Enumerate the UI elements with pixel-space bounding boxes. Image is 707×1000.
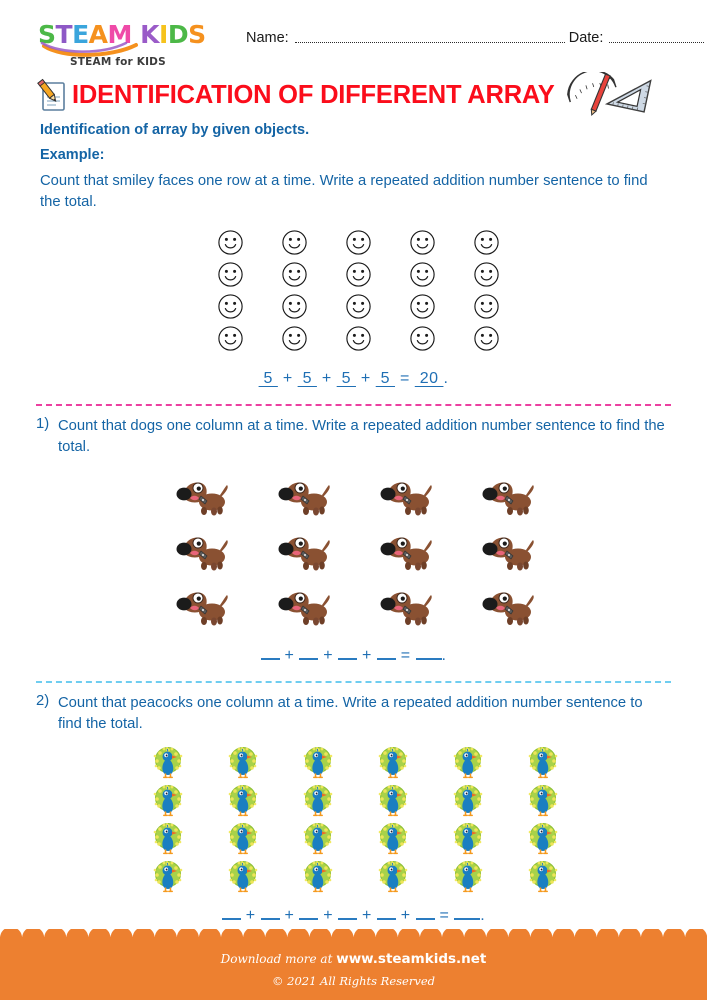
question-1-blank-0[interactable] [261,648,280,660]
logo-letter-m-4: M [107,20,132,49]
smiley-face-array [10,226,707,354]
question-2-result-blank[interactable] [454,908,480,920]
smiley-face-icon [327,322,391,354]
question-2 [0,693,707,735]
example-label: Example: [40,147,105,163]
smiley-face-icon [263,290,327,322]
equals-sign: = [399,370,410,387]
question-2-period: . [480,907,486,924]
question-2-plus-2: + [323,907,334,924]
example-term-3: 5 [375,370,396,387]
ruler-protractor-icon [561,72,657,118]
date-label: Date: [568,30,604,46]
logo-tagline: STEAM for KIDS [70,56,166,68]
peacock-icon [281,857,356,895]
peacock-icon [281,781,356,819]
page-header [0,0,707,70]
question-1 [0,416,707,458]
example-term-2: 5 [336,370,356,387]
peacock-icon [206,819,281,857]
question-1-period: . [441,647,447,664]
peacock-icon [506,819,581,857]
dog-icon [153,578,255,633]
title-row [0,70,707,118]
peacock-icon [506,743,581,781]
example-instruction: Count that smiley faces one row at a time. Write a repeated addition number sentence to find the total. [40,173,648,210]
smiley-face-icon [391,290,455,322]
dog-array [6,468,707,633]
smiley-face-icon [327,258,391,290]
smiley-face-icon [455,258,519,290]
peacock-icon [356,819,431,857]
smiley-face-icon [455,226,519,258]
date-input[interactable] [609,42,704,43]
question-1-equals: = [400,647,411,664]
footer-site-link[interactable]: www.steamkids.net [336,951,487,967]
question-2-text: Count that peacocks one column at a time. Write a repeated addition number sentence to find the total. [58,695,643,732]
smiley-face-icon [199,322,263,354]
name-label: Name: [246,30,289,46]
question-1-result-blank[interactable] [416,648,442,660]
logo-letter-d-7: D [167,20,189,49]
smiley-face-icon [455,322,519,354]
peacock-icon [506,781,581,819]
example-term-1: 5 [297,370,317,387]
peacock-icon [131,743,206,781]
question-1-plus-2: + [361,647,372,664]
page-footer [0,938,707,1000]
plus-sign-2: + [360,370,371,387]
logo-letter-s-8: S [188,20,206,49]
peacock-icon [431,743,506,781]
dog-icon [357,523,459,578]
peacock-icon [206,743,281,781]
smiley-face-icon [391,258,455,290]
footer-download-line [0,951,707,967]
question-2-number: 2) [36,693,50,709]
dog-icon [459,468,561,523]
logo-letter-t-1: T [55,20,73,49]
logo-letter-i-6: I [159,20,168,49]
notepad-pencil-icon [36,75,70,115]
smiley-face-icon [263,258,327,290]
logo-letter-a-3: A [88,20,108,49]
question-1-blank-1[interactable] [299,648,318,660]
smiley-face-icon [391,226,455,258]
peacock-icon [506,857,581,895]
name-input[interactable] [295,42,565,43]
dog-icon [459,578,561,633]
question-1-answer-line[interactable] [0,647,707,665]
dog-icon [357,578,459,633]
smiley-face-icon [327,290,391,322]
question-1-text: Count that dogs one column at a time. Write a repeated addition number sentence to find the total. [58,418,665,455]
example-term-0: 5 [258,370,278,387]
peacock-icon [281,743,356,781]
question-2-blank-4[interactable] [377,908,396,920]
footer-copyright: © 2021 All Rights Reserved [271,974,435,988]
logo-swoosh-icon [38,45,228,55]
dog-icon [459,523,561,578]
separator-cyan [36,681,671,683]
question-2-plus-0: + [245,907,256,924]
footer-scallop-edge [0,929,707,941]
question-1-blank-2[interactable] [338,648,357,660]
logo-letter-k-5: K [140,20,159,49]
question-2-blank-1[interactable] [261,908,280,920]
peacock-icon [131,857,206,895]
plus-sign-0: + [282,370,293,387]
period: . [443,370,449,387]
peacock-icon [131,819,206,857]
dog-icon [255,523,357,578]
question-1-blank-3[interactable] [377,648,396,660]
smiley-face-icon [199,226,263,258]
peacock-icon [281,819,356,857]
question-1-number: 1) [36,416,50,432]
peacock-icon [356,743,431,781]
smiley-face-icon [455,290,519,322]
smiley-face-icon [263,322,327,354]
peacock-icon [206,781,281,819]
question-1-plus-1: + [323,647,334,664]
peacock-icon [356,781,431,819]
peacock-icon [206,857,281,895]
question-2-plus-4: + [400,907,411,924]
plus-sign-1: + [321,370,332,387]
question-2-plus-3: + [361,907,372,924]
smiley-face-icon [263,226,327,258]
peacock-icon [431,857,506,895]
example-result: 20 [414,370,444,387]
dog-icon [255,468,357,523]
peacock-icon [356,857,431,895]
page-title: IDENTIFICATION OF DIFFERENT ARRAY [72,80,555,109]
question-2-equals: = [439,907,450,924]
dog-icon [357,468,459,523]
peacock-icon [131,781,206,819]
question-2-blank-3[interactable] [338,908,357,920]
dog-icon [153,468,255,523]
peacock-icon [431,781,506,819]
smiley-face-icon [327,226,391,258]
question-1-plus-0: + [284,647,295,664]
dog-icon [153,523,255,578]
worksheet-subtitle: Identification of array by given objects. [40,122,310,138]
question-2-plus-1: + [284,907,295,924]
logo-letter-e-2: E [72,20,89,49]
question-2-blank-5[interactable] [416,908,435,920]
logo-letter-s-0: S [38,20,56,49]
smiley-face-icon [391,322,455,354]
smiley-face-icon [199,258,263,290]
separator-pink [36,404,671,406]
example-answer-line [0,370,707,388]
brand-logo [38,22,228,68]
question-2-blank-2[interactable] [299,908,318,920]
dog-icon [255,578,357,633]
question-2-blank-0[interactable] [222,908,241,920]
smiley-face-icon [199,290,263,322]
name-date-row [246,30,707,46]
peacock-array [4,743,707,895]
peacock-icon [431,819,506,857]
question-2-answer-line[interactable] [0,907,707,925]
footer-download-prefix: Download more at [220,952,333,966]
